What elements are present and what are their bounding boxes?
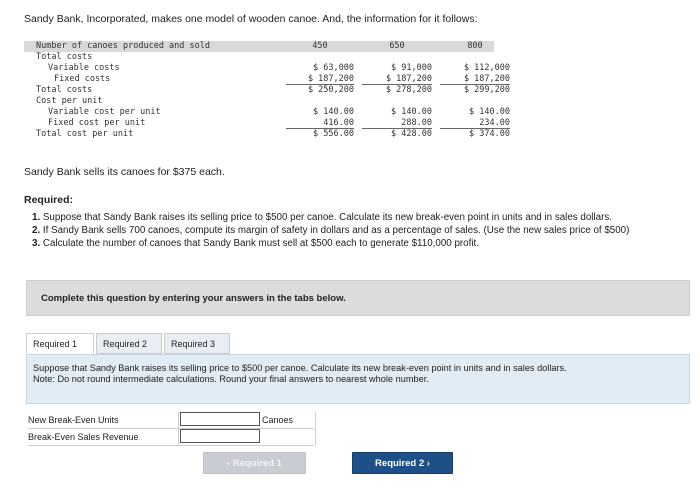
selling-price-text: Sandy Bank sells its canoes for $375 each. — [24, 166, 225, 178]
cell: 416.00 — [286, 118, 354, 129]
variable-costs-label: Variable costs — [48, 63, 120, 73]
cell: $ 278,200 — [385, 85, 432, 95]
task-text: Suppose that Sandy Bank raises its selling price to $500 per canoe. Calculate its new break-even point in units and in sales dollars. — [33, 363, 567, 373]
units-label: Canoes — [262, 415, 294, 425]
instruction-text: Complete this question by entering your answers in the tabs below. — [41, 293, 346, 304]
table-row — [24, 129, 510, 140]
cell: $ 91,000 — [391, 63, 432, 73]
list-item — [32, 238, 692, 250]
table-row — [24, 85, 510, 96]
break-even-revenue-input[interactable] — [180, 429, 260, 443]
tab-required-1[interactable]: Required 1 — [26, 333, 94, 354]
fixed-cost-per-unit-label: Fixed cost per unit — [48, 118, 146, 128]
cell: 288.00 — [362, 118, 432, 129]
cost-table — [24, 41, 510, 140]
cell: $ 374.00 — [469, 129, 510, 139]
header-label: Number of canoes produced and sold — [36, 41, 210, 51]
list-item — [32, 225, 692, 237]
item-number: 1. — [32, 212, 41, 223]
cell: $ 140.00 — [391, 107, 432, 117]
task-note: Note: Do not round intermediate calculations. Round your final answers to nearest whole number. — [33, 374, 429, 384]
fixed-costs-label: Fixed costs — [54, 74, 111, 84]
table-header-row — [24, 41, 494, 52]
total-costs-label: Total costs — [36, 85, 93, 95]
next-required-button[interactable]: Required 2 › — [352, 452, 453, 474]
variable-cost-per-unit-label: Variable cost per unit — [48, 107, 161, 117]
cell: $ 299,200 — [463, 85, 510, 95]
item-number: 3. — [32, 238, 41, 249]
break-even-units-label: New Break-Even Units — [28, 415, 119, 425]
answer-table — [28, 412, 314, 446]
cell: 234.00 — [440, 118, 510, 129]
instruction-banner — [26, 280, 690, 316]
total-cost-per-unit-label: Total cost per unit — [36, 129, 134, 139]
cell: $ 63,000 — [313, 63, 354, 73]
cell: $ 187,200 — [286, 74, 354, 85]
table-row — [28, 412, 314, 429]
tab-required-2[interactable]: Required 2 — [96, 333, 162, 354]
cost-per-unit-heading: Cost per unit — [36, 96, 103, 106]
item-text: If Sandy Bank sells 700 canoes, compute its margin of safety in dollars and as a percentage of sales. (Use the new sales price of $500) — [40, 225, 630, 236]
required-heading: Required: — [24, 194, 74, 206]
cell: $ 140.00 — [313, 107, 354, 117]
header-col-3: 800 — [467, 41, 483, 51]
break-even-units-input[interactable] — [180, 412, 260, 426]
item-number: 2. — [32, 225, 41, 236]
cell: $ 250,200 — [307, 85, 354, 95]
table-row — [24, 107, 510, 118]
total-costs-heading: Total costs — [36, 52, 93, 62]
table-row — [28, 429, 314, 446]
table-row — [24, 63, 510, 74]
intro-text: Sandy Bank, Incorporated, makes one model of wooden canoe. And, the information for it follows: — [24, 13, 478, 25]
cell: $ 112,000 — [463, 63, 510, 73]
list-item — [32, 212, 692, 224]
prev-required-button[interactable]: ‹ Required 1 — [203, 452, 306, 474]
cell: $ 140.00 — [469, 107, 510, 117]
break-even-revenue-label: Break-Even Sales Revenue — [28, 432, 139, 442]
table-row — [24, 52, 494, 63]
cell: $ 428.00 — [391, 129, 432, 139]
cell: $ 187,200 — [362, 74, 432, 85]
requirements-list — [32, 212, 692, 251]
item-text: Suppose that Sandy Bank raises its selling price to $500 per canoe. Calculate its new break-even point in units and in sales dollars. — [40, 212, 612, 223]
header-col-1: 450 — [312, 41, 328, 51]
table-row — [24, 118, 510, 129]
table-row — [24, 96, 494, 107]
task-description — [26, 354, 690, 404]
cell: $ 187,200 — [440, 74, 510, 85]
tab-required-3[interactable]: Required 3 — [164, 333, 230, 354]
item-text: Calculate the number of canoes that Sandy Bank must sell at $500 each to generate $110,000 profit. — [40, 238, 479, 249]
table-row — [24, 74, 510, 85]
cell: $ 556.00 — [313, 129, 354, 139]
header-col-2: 650 — [389, 41, 405, 51]
